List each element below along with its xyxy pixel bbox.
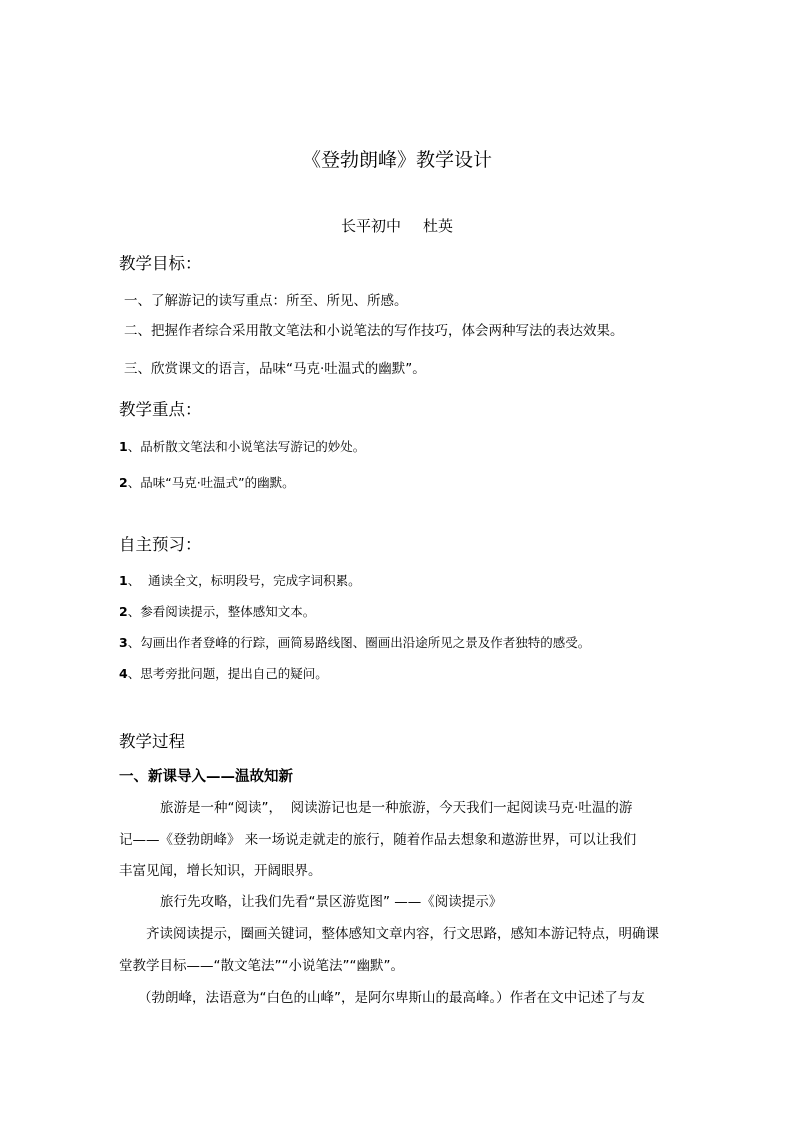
goal-item-2: 二、把握作者综合采用散文笔法和小说笔法的写作技巧，体会两种写法的表达效果。 xyxy=(124,323,624,339)
key-points-heading: 教学重点： xyxy=(119,400,202,419)
paragraph-line-2: 记——《登勃朗峰》 来一场说走就走的旅行，随着作品去想象和遨游世界，可以让我们 xyxy=(119,832,637,848)
goal-item-3: 三、欣赏课文的语言，品味“马克·吐温式的幽默”。 xyxy=(124,361,426,377)
preview-item-1: 1、 通读全文，标明段号，完成字词积累。 xyxy=(119,573,361,588)
goal-item-1: 一、了解游记的读写重点：所至、所见、所感。 xyxy=(124,293,408,309)
paragraph-line-4: 旅行先攻略，让我们先看“景区游览图” ——《阅读提示》 xyxy=(160,894,503,910)
document-title: 《登勃朗峰》教学设计 xyxy=(301,149,492,171)
author-name: 杜英 xyxy=(423,217,454,235)
author-school: 长平初中 xyxy=(340,217,401,235)
paragraph-line-6: 堂教学目标——“散文笔法”“小说笔法”“幽默”。 xyxy=(119,958,404,974)
key-point-item-2: 2、品味“马克·吐温式”的幽默。 xyxy=(119,475,295,490)
paragraph-line-3: 丰富见闻，增长知识，开阔眼界。 xyxy=(119,863,322,879)
author-line xyxy=(0,216,794,236)
key-point-item-1: 1、品析散文笔法和小说笔法写游记的妙处。 xyxy=(119,439,366,454)
paragraph-line-7: （勃朗峰，法语意为“白色的山峰”，是阿尔卑斯山的最高峰。）作者在文中记述了与友 xyxy=(138,990,645,1006)
preview-heading: 自主预习： xyxy=(119,535,202,554)
preview-item-2: 2、参看阅读提示，整体感知文本。 xyxy=(119,604,316,619)
paragraph-line-1: 旅游是一种“阅读”， 阅读游记也是一种旅游，今天我们一起阅读马克·吐温的游 xyxy=(160,800,633,816)
process-heading: 教学过程 xyxy=(119,732,185,751)
paragraph-line-5: 齐读阅读提示，圈画关键词，整体感知文章内容，行文思路，感知本游记特点，明确课 xyxy=(146,926,659,942)
preview-item-4: 4、思考旁批问题，提出自己的疑问。 xyxy=(119,666,328,681)
section-1-title: 一、新课导入——温故知新 xyxy=(119,769,293,785)
preview-item-3: 3、勾画出作者登峰的行踪，画简易路线图、圈画出沿途所见之景及作者独特的感受。 xyxy=(119,635,591,650)
goals-heading: 教学目标： xyxy=(119,254,202,273)
